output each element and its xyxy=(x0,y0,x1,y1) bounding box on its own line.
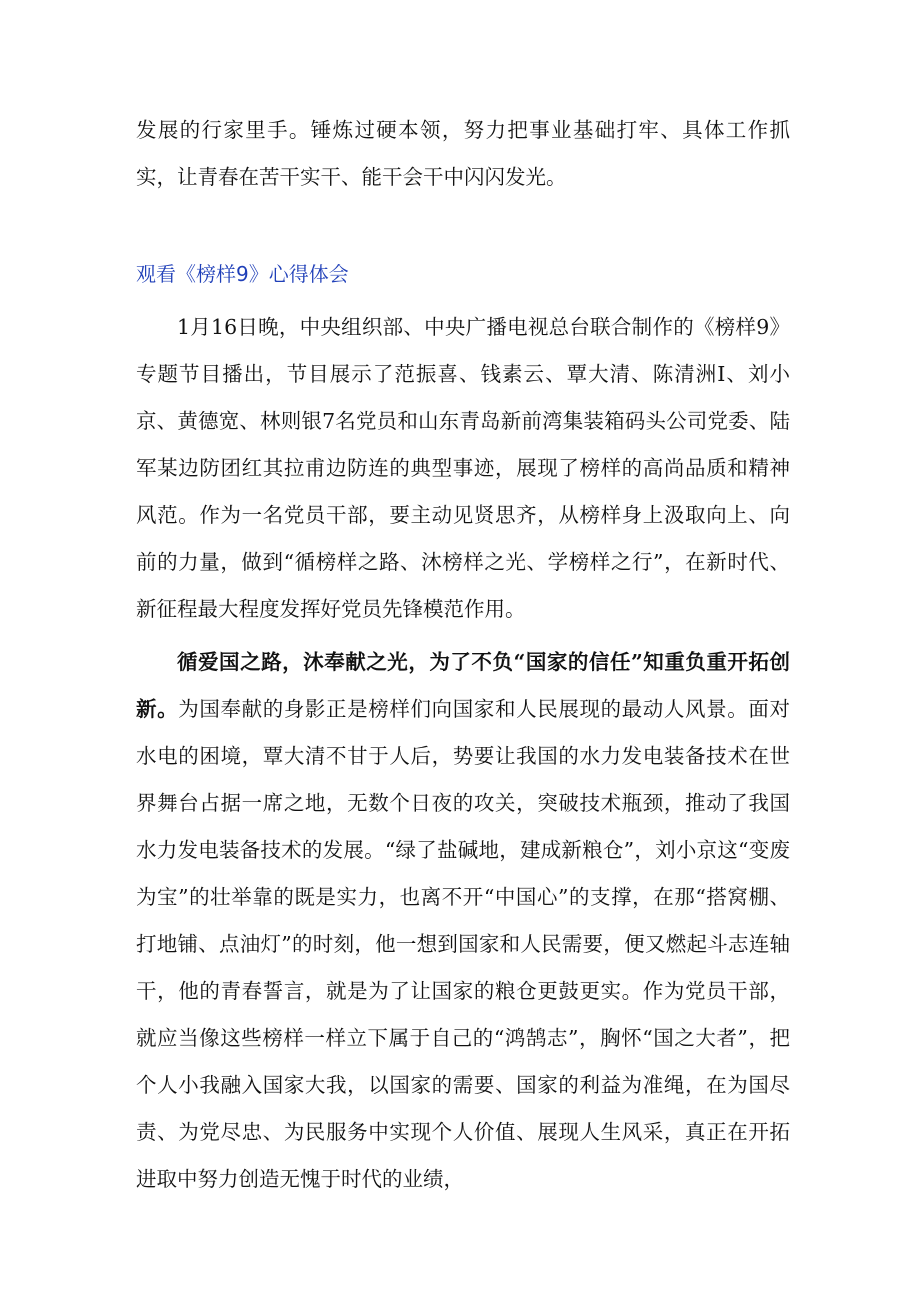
continuation-paragraph: 发展的行家里手。锤炼过硬本领，努力把事业基础打牢、具体工作抓实，让青春在苦干实干、能干会干中闪闪发光。 xyxy=(136,118,790,189)
body-paragraph xyxy=(136,639,790,1203)
paragraph-body-text: 为国奉献的身影正是榜样们向国家和人民展现的最动人风景。面对水电的困境，覃大清不甘于人后，势要让我国的水力发电装备技术在世界舞台占据一席之地，无数个日夜的攻关，突破技术瓶颈，推动了我国水力发电装备技术的发展。“绿了盐碱地，建成新粮仓”，刘小京这“变废为宝”的壮举靠的既是实力，也离不开“中国心”的支撑，在那“搭窝棚、打地铺、点油灯”的时刻，他一想到国家和人民需要，便又燃起斗志连轴干，他的青春誓言，就是为了让国家的粮仓更鼓更实。作为党员干部，就应当像这些榜样一样立下属于自己的“鸿鹄志”，胸怀“国之大者”，把个人小我融入国家大我，以国家的需要、国家的利益为准绳，在为国尽责、为党尽忠、为民服务中实现个人价值、展现人生风采，真正在开拓进取中努力创造无愧于时代的业绩， xyxy=(136,697,790,1191)
intro-paragraph: 1月16日晚，中央组织部、中央广播电视总台联合制作的《榜样9》专题节目播出，节目展示了范振喜、钱素云、覃大清、陈清洲I、刘小京、黄德宽、林则银7名党员和山东青岛新前湾集装箱码头公司党委、陆军某边防团红其拉甫边防连的典型事迹，展现了榜样的高尚品质和精神风范。作为一名党员干部，要主动见贤思齐，从榜样身上汲取向上、向前的力量，做到“循榜样之路、沐榜样之光、学榜样之行”，在新时代、新征程最大程度发挥好党员先锋模范作用。 xyxy=(136,315,790,621)
paragraph-lead-sentence: 循爱国之路，沐奉献之光，为了不负“国家的信任”知重负重开拓创新。 xyxy=(136,650,790,721)
article-heading: 观看《榜样9》心得体会 xyxy=(136,262,349,286)
